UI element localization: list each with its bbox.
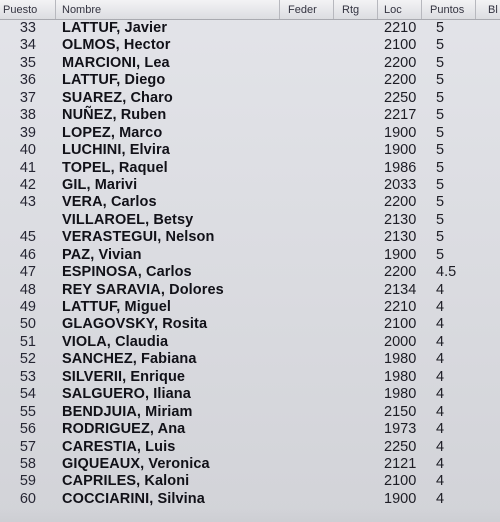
row-puesto: 55 [19, 403, 36, 420]
row-loc: 1900 [384, 246, 417, 263]
row-nombre: CARESTIA, Luis [62, 438, 176, 455]
column-header-rtg[interactable]: Rtg [334, 0, 378, 19]
standings-table-body [0, 20, 500, 508]
row-nombre: LOPEZ, Marco [62, 124, 163, 141]
row-puesto: 48 [19, 281, 36, 298]
row-puesto: 47 [19, 264, 36, 281]
row-puntos: 4 [436, 455, 445, 472]
table-row[interactable] [0, 473, 500, 490]
column-header-feder[interactable]: Feder [280, 0, 334, 19]
table-row[interactable] [0, 456, 500, 473]
row-loc: 1980 [384, 351, 417, 368]
table-row[interactable] [0, 55, 500, 72]
row-puesto: 33 [19, 20, 36, 36]
row-puntos: 5 [436, 20, 445, 36]
table-row[interactable] [0, 386, 500, 403]
row-puesto: 35 [19, 54, 36, 71]
row-nombre: VERA, Carlos [62, 194, 157, 211]
row-nombre: NUÑEZ, Ruben [62, 107, 167, 124]
row-puntos: 5 [436, 176, 445, 193]
row-nombre: SANCHEZ, Fabiana [62, 351, 197, 368]
row-nombre: LATTUF, Diego [62, 72, 166, 89]
row-puesto: 45 [19, 229, 36, 246]
row-nombre: VILLAROEL, Betsy [62, 211, 194, 228]
row-nombre: LATTUF, Miguel [62, 299, 172, 315]
table-row[interactable] [0, 491, 500, 508]
row-nombre: VERASTEGUI, Nelson [62, 229, 215, 246]
row-puesto: 42 [19, 176, 36, 193]
row-loc: 2250 [384, 89, 417, 106]
row-nombre: LUCHINI, Elvira [62, 142, 170, 159]
row-loc: 2130 [384, 229, 417, 246]
row-loc: 2150 [384, 403, 417, 420]
row-puntos: 4 [436, 403, 445, 420]
column-header-extra[interactable]: Bl [488, 4, 498, 16]
row-loc: 2121 [384, 455, 417, 472]
table-row[interactable] [0, 439, 500, 456]
row-puesto: 53 [19, 368, 36, 385]
row-nombre: SALGUERO, Iliana [62, 386, 191, 403]
table-row[interactable] [0, 37, 500, 54]
row-puntos: 5 [436, 194, 445, 211]
row-puesto: 49 [19, 299, 36, 315]
row-puesto: 58 [19, 455, 36, 472]
row-nombre: TOPEL, Raquel [62, 159, 168, 176]
row-nombre: ESPINOSA, Carlos [62, 264, 192, 281]
bottom-edge [0, 508, 500, 522]
row-loc: 2200 [384, 54, 417, 71]
table-row[interactable] [0, 72, 500, 89]
row-nombre: VIOLA, Claudia [62, 333, 169, 350]
row-puntos: 4 [436, 316, 445, 333]
row-nombre: GLAGOVSKY, Rosita [62, 316, 208, 333]
row-nombre: SUAREZ, Charo [62, 89, 173, 106]
table-row[interactable] [0, 421, 500, 438]
row-puesto: 38 [19, 107, 36, 124]
table-row[interactable] [0, 351, 500, 368]
row-loc: 1900 [384, 124, 417, 141]
table-row[interactable] [0, 316, 500, 333]
row-puesto: 34 [19, 37, 36, 54]
row-nombre: REY SARAVIA, Dolores [62, 281, 224, 298]
row-puntos: 4 [436, 351, 445, 368]
table-row[interactable] [0, 334, 500, 351]
row-puntos: 4 [436, 386, 445, 403]
row-puntos: 5 [436, 107, 445, 124]
row-puesto: 57 [19, 438, 36, 455]
row-nombre: CAPRILES, Kaloni [62, 473, 190, 490]
row-nombre: MARCIONI, Lea [62, 54, 170, 71]
row-loc: 2100 [384, 473, 417, 490]
row-nombre: LATTUF, Javier [62, 20, 168, 36]
column-header-nombre[interactable]: Nombre [56, 0, 280, 19]
table-row[interactable] [0, 282, 500, 299]
table-row[interactable] [0, 194, 500, 211]
table-row[interactable] [0, 369, 500, 386]
table-row[interactable] [0, 160, 500, 177]
row-puntos: 4 [436, 299, 445, 315]
row-loc: 2100 [384, 316, 417, 333]
table-row[interactable] [0, 125, 500, 142]
row-loc: 1900 [384, 142, 417, 159]
row-loc: 2210 [384, 20, 417, 36]
row-loc: 2100 [384, 37, 417, 54]
row-puesto: 37 [19, 89, 36, 106]
row-puesto: 54 [19, 386, 36, 403]
row-nombre: RODRIGUEZ, Ana [62, 421, 186, 438]
column-header-puntos[interactable]: Puntos [422, 0, 476, 19]
row-puesto: 59 [19, 473, 36, 490]
row-loc: 2000 [384, 333, 417, 350]
row-puesto: 50 [19, 316, 36, 333]
row-puntos: 5 [436, 159, 445, 176]
row-loc: 2200 [384, 194, 417, 211]
row-puesto: 46 [19, 246, 36, 263]
row-puntos: 4 [436, 281, 445, 298]
table-row[interactable] [0, 247, 500, 264]
row-puntos: 4 [436, 473, 445, 490]
row-puesto: 36 [19, 72, 36, 89]
row-puesto: 51 [19, 333, 36, 350]
row-puntos: 4 [436, 421, 445, 438]
table-row[interactable] [0, 90, 500, 107]
table-row[interactable] [0, 142, 500, 159]
row-puntos: 4.5 [436, 264, 457, 281]
row-nombre: SILVERII, Enrique [62, 368, 186, 385]
table-row[interactable] [0, 299, 500, 316]
row-nombre: GIL, Marivi [62, 176, 138, 193]
row-loc: 1900 [384, 490, 417, 507]
row-loc: 1980 [384, 386, 417, 403]
row-puesto: 43 [19, 194, 36, 211]
column-header-puesto[interactable]: Puesto [0, 0, 56, 19]
table-row[interactable] [0, 20, 500, 37]
row-nombre: GIQUEAUX, Veronica [62, 455, 210, 472]
row-loc: 2033 [384, 176, 417, 193]
row-nombre: BENDJUIA, Miriam [62, 403, 193, 420]
table-row[interactable] [0, 229, 500, 246]
row-puntos: 5 [436, 89, 445, 106]
row-loc: 2134 [384, 281, 417, 298]
row-puesto: 40 [19, 142, 36, 159]
row-puntos: 4 [436, 490, 445, 507]
row-loc: 2210 [384, 299, 417, 315]
row-puntos: 5 [436, 229, 445, 246]
row-loc: 1980 [384, 368, 417, 385]
row-puntos: 5 [436, 37, 445, 54]
row-puesto: 39 [19, 124, 36, 141]
row-puesto: 56 [19, 421, 36, 438]
row-loc: 2130 [384, 211, 417, 228]
row-puntos: 5 [436, 54, 445, 71]
table-row[interactable] [0, 212, 500, 229]
table-row[interactable] [0, 404, 500, 421]
row-puesto: 60 [19, 490, 36, 507]
row-puntos: 4 [436, 438, 445, 455]
row-nombre: PAZ, Vivian [62, 246, 142, 263]
row-puntos: 5 [436, 124, 445, 141]
row-puntos: 5 [436, 142, 445, 159]
row-loc: 2250 [384, 438, 417, 455]
table-row[interactable] [0, 107, 500, 124]
row-puntos: 5 [436, 246, 445, 263]
row-puesto: 41 [19, 159, 36, 176]
column-header-loc[interactable]: Loc [378, 0, 422, 19]
row-loc: 1986 [384, 159, 417, 176]
row-puesto: 52 [19, 351, 36, 368]
row-loc: 2200 [384, 72, 417, 89]
row-loc: 2200 [384, 264, 417, 281]
row-nombre: OLMOS, Hector [62, 37, 171, 54]
row-nombre: COCCIARINI, Silvina [62, 490, 205, 507]
table-header [0, 0, 500, 20]
row-loc: 2217 [384, 107, 417, 124]
row-puntos: 4 [436, 333, 445, 350]
table-row[interactable] [0, 264, 500, 281]
row-loc: 1973 [384, 421, 417, 438]
row-puntos: 4 [436, 368, 445, 385]
row-puntos: 5 [436, 211, 445, 228]
row-puntos: 5 [436, 72, 445, 89]
table-row[interactable] [0, 177, 500, 194]
